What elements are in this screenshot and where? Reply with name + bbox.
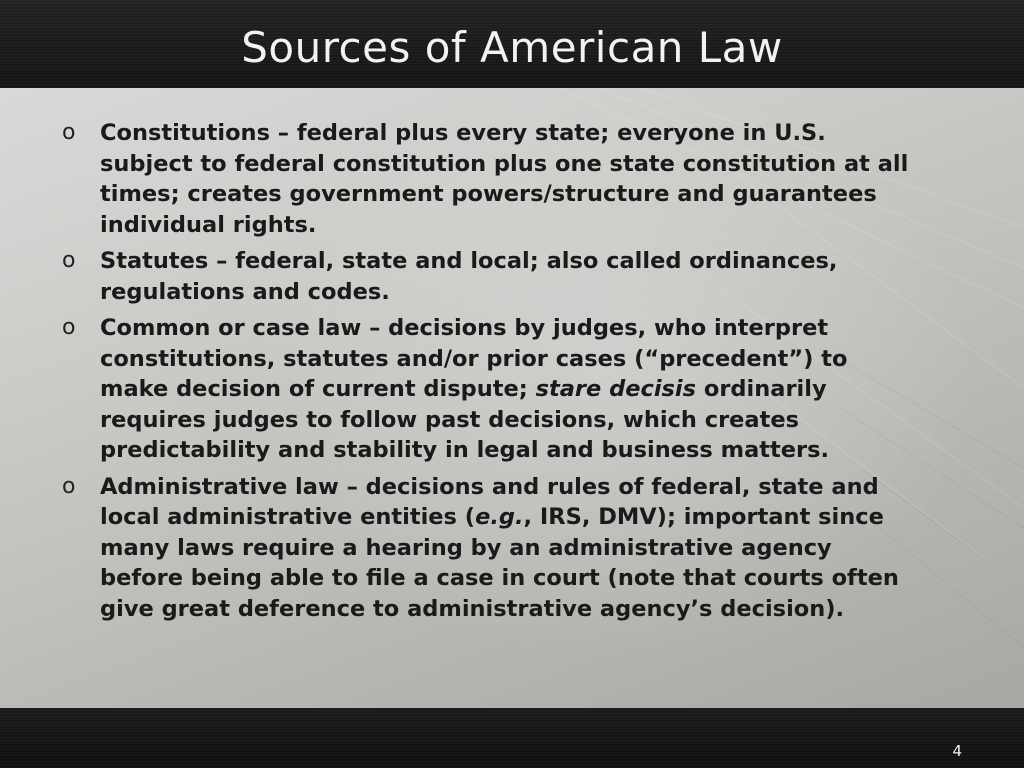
bullet-marker-icon: o xyxy=(62,120,76,145)
bullet-text: Statutes – federal, state and local; also called ordinances, regulations and codes. xyxy=(100,248,838,305)
bullet-common-law xyxy=(60,313,920,466)
slide-title: Sources of American Law xyxy=(241,23,783,72)
bullet-text-italic: e.g. xyxy=(475,504,524,530)
bullet-marker-icon: o xyxy=(62,473,76,499)
title-bar xyxy=(0,0,1024,88)
bullet-statutes xyxy=(60,246,920,307)
bullet-text-italic: stare decisis xyxy=(535,376,697,402)
bullet-text: Common or case law – decisions by judges, who interpret constitutions, statutes and/or prior cases (“precedent”) to make decision of current dispute; xyxy=(100,315,848,402)
page-number: 4 xyxy=(952,742,962,760)
bullet-constitutions xyxy=(60,118,920,240)
bullet-marker-icon: o xyxy=(62,315,76,340)
bullet-text: Constitutions – federal plus every state; everyone in U.S. subject to federal constitution plus one state constitution at all times; creates government powers/structure and guarantees individual rights. xyxy=(100,120,909,238)
bullet-administrative-law xyxy=(60,472,920,625)
content-area xyxy=(0,88,1024,708)
bullet-text: Administrative law – decisions and rules of federal, state and local administrative entities ( xyxy=(100,473,879,530)
bullet-marker-icon: o xyxy=(62,248,76,273)
footer-bar xyxy=(0,708,1024,768)
bullet-list xyxy=(60,118,920,630)
bullet-text: , IRS, DMV); important since many laws require a hearing by an administrative agency before being able to file a case in court (note that courts often give great deference to administrative agency’s decision). xyxy=(100,504,899,622)
bullet-text: ordinarily requires judges to follow past decisions, which creates predictability and stability in legal and business matters. xyxy=(100,376,830,463)
